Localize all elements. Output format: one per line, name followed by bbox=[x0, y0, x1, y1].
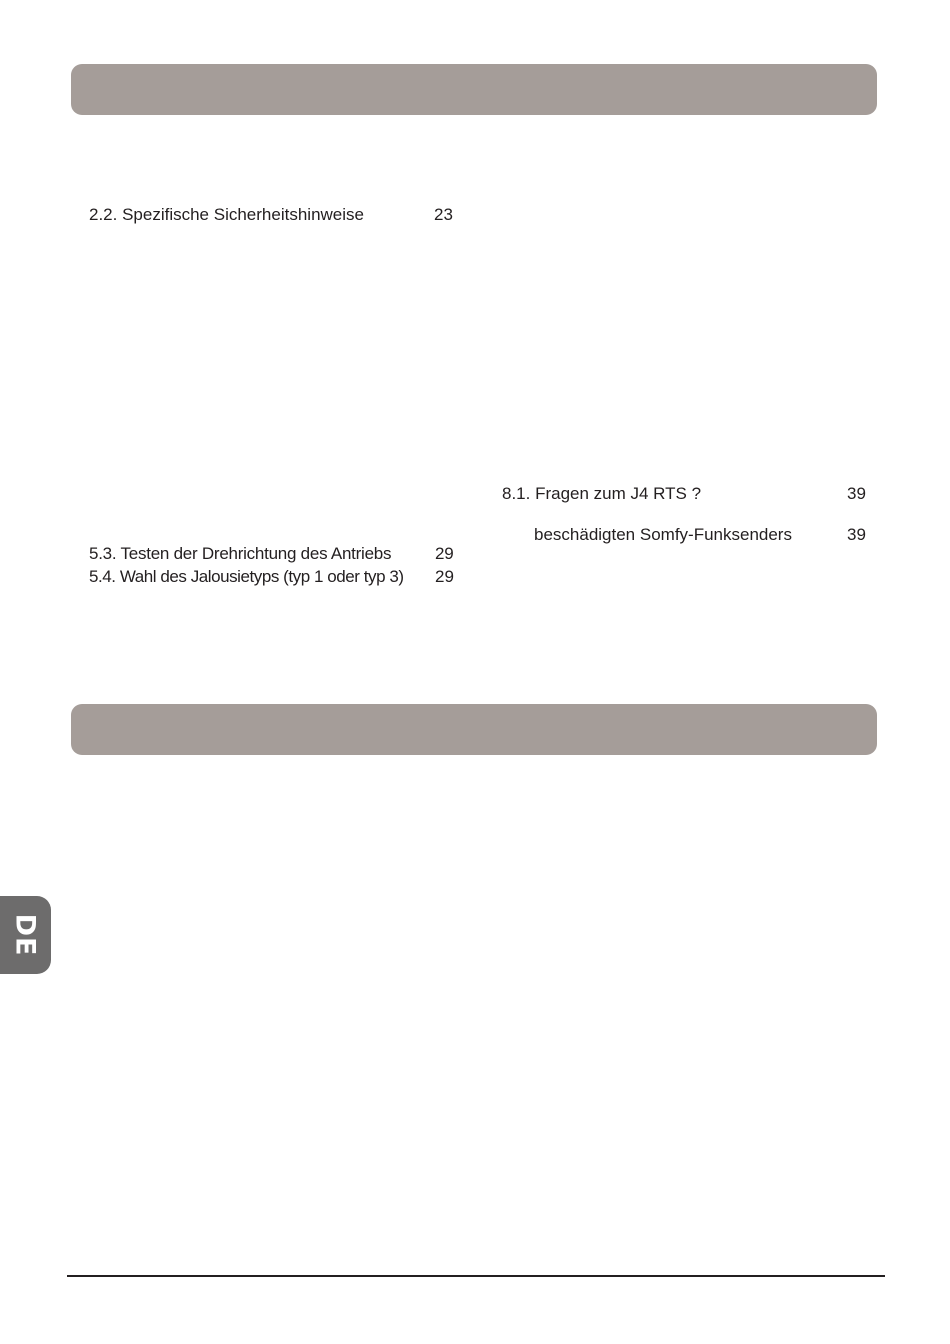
section-header-band-bottom bbox=[71, 704, 877, 755]
section-header-band-top bbox=[71, 64, 877, 115]
toc-entry-page: 39 bbox=[847, 525, 866, 544]
toc-entry-page: 23 bbox=[434, 205, 453, 224]
footer-divider bbox=[67, 1275, 885, 1277]
toc-entry-title: 5.4. Wahl des Jalousietyps (typ 1 oder typ 3) bbox=[89, 567, 404, 586]
toc-entry-title: 5.3. Testen der Drehrichtung des Antriebs bbox=[89, 544, 392, 563]
toc-entry-title: beschädigten Somfy-Funksenders bbox=[534, 525, 792, 544]
toc-entry-page: 39 bbox=[847, 484, 866, 503]
language-tab bbox=[0, 896, 51, 974]
toc-entry-title: 2.2. Spezifische Sicherheitshinweise bbox=[89, 205, 364, 224]
toc-entry-page: 29 bbox=[435, 567, 454, 586]
toc-entry-page: 29 bbox=[435, 544, 454, 563]
language-tab-label: DE bbox=[9, 913, 41, 957]
toc-entry-title: 8.1. Fragen zum J4 RTS ? bbox=[502, 484, 702, 503]
